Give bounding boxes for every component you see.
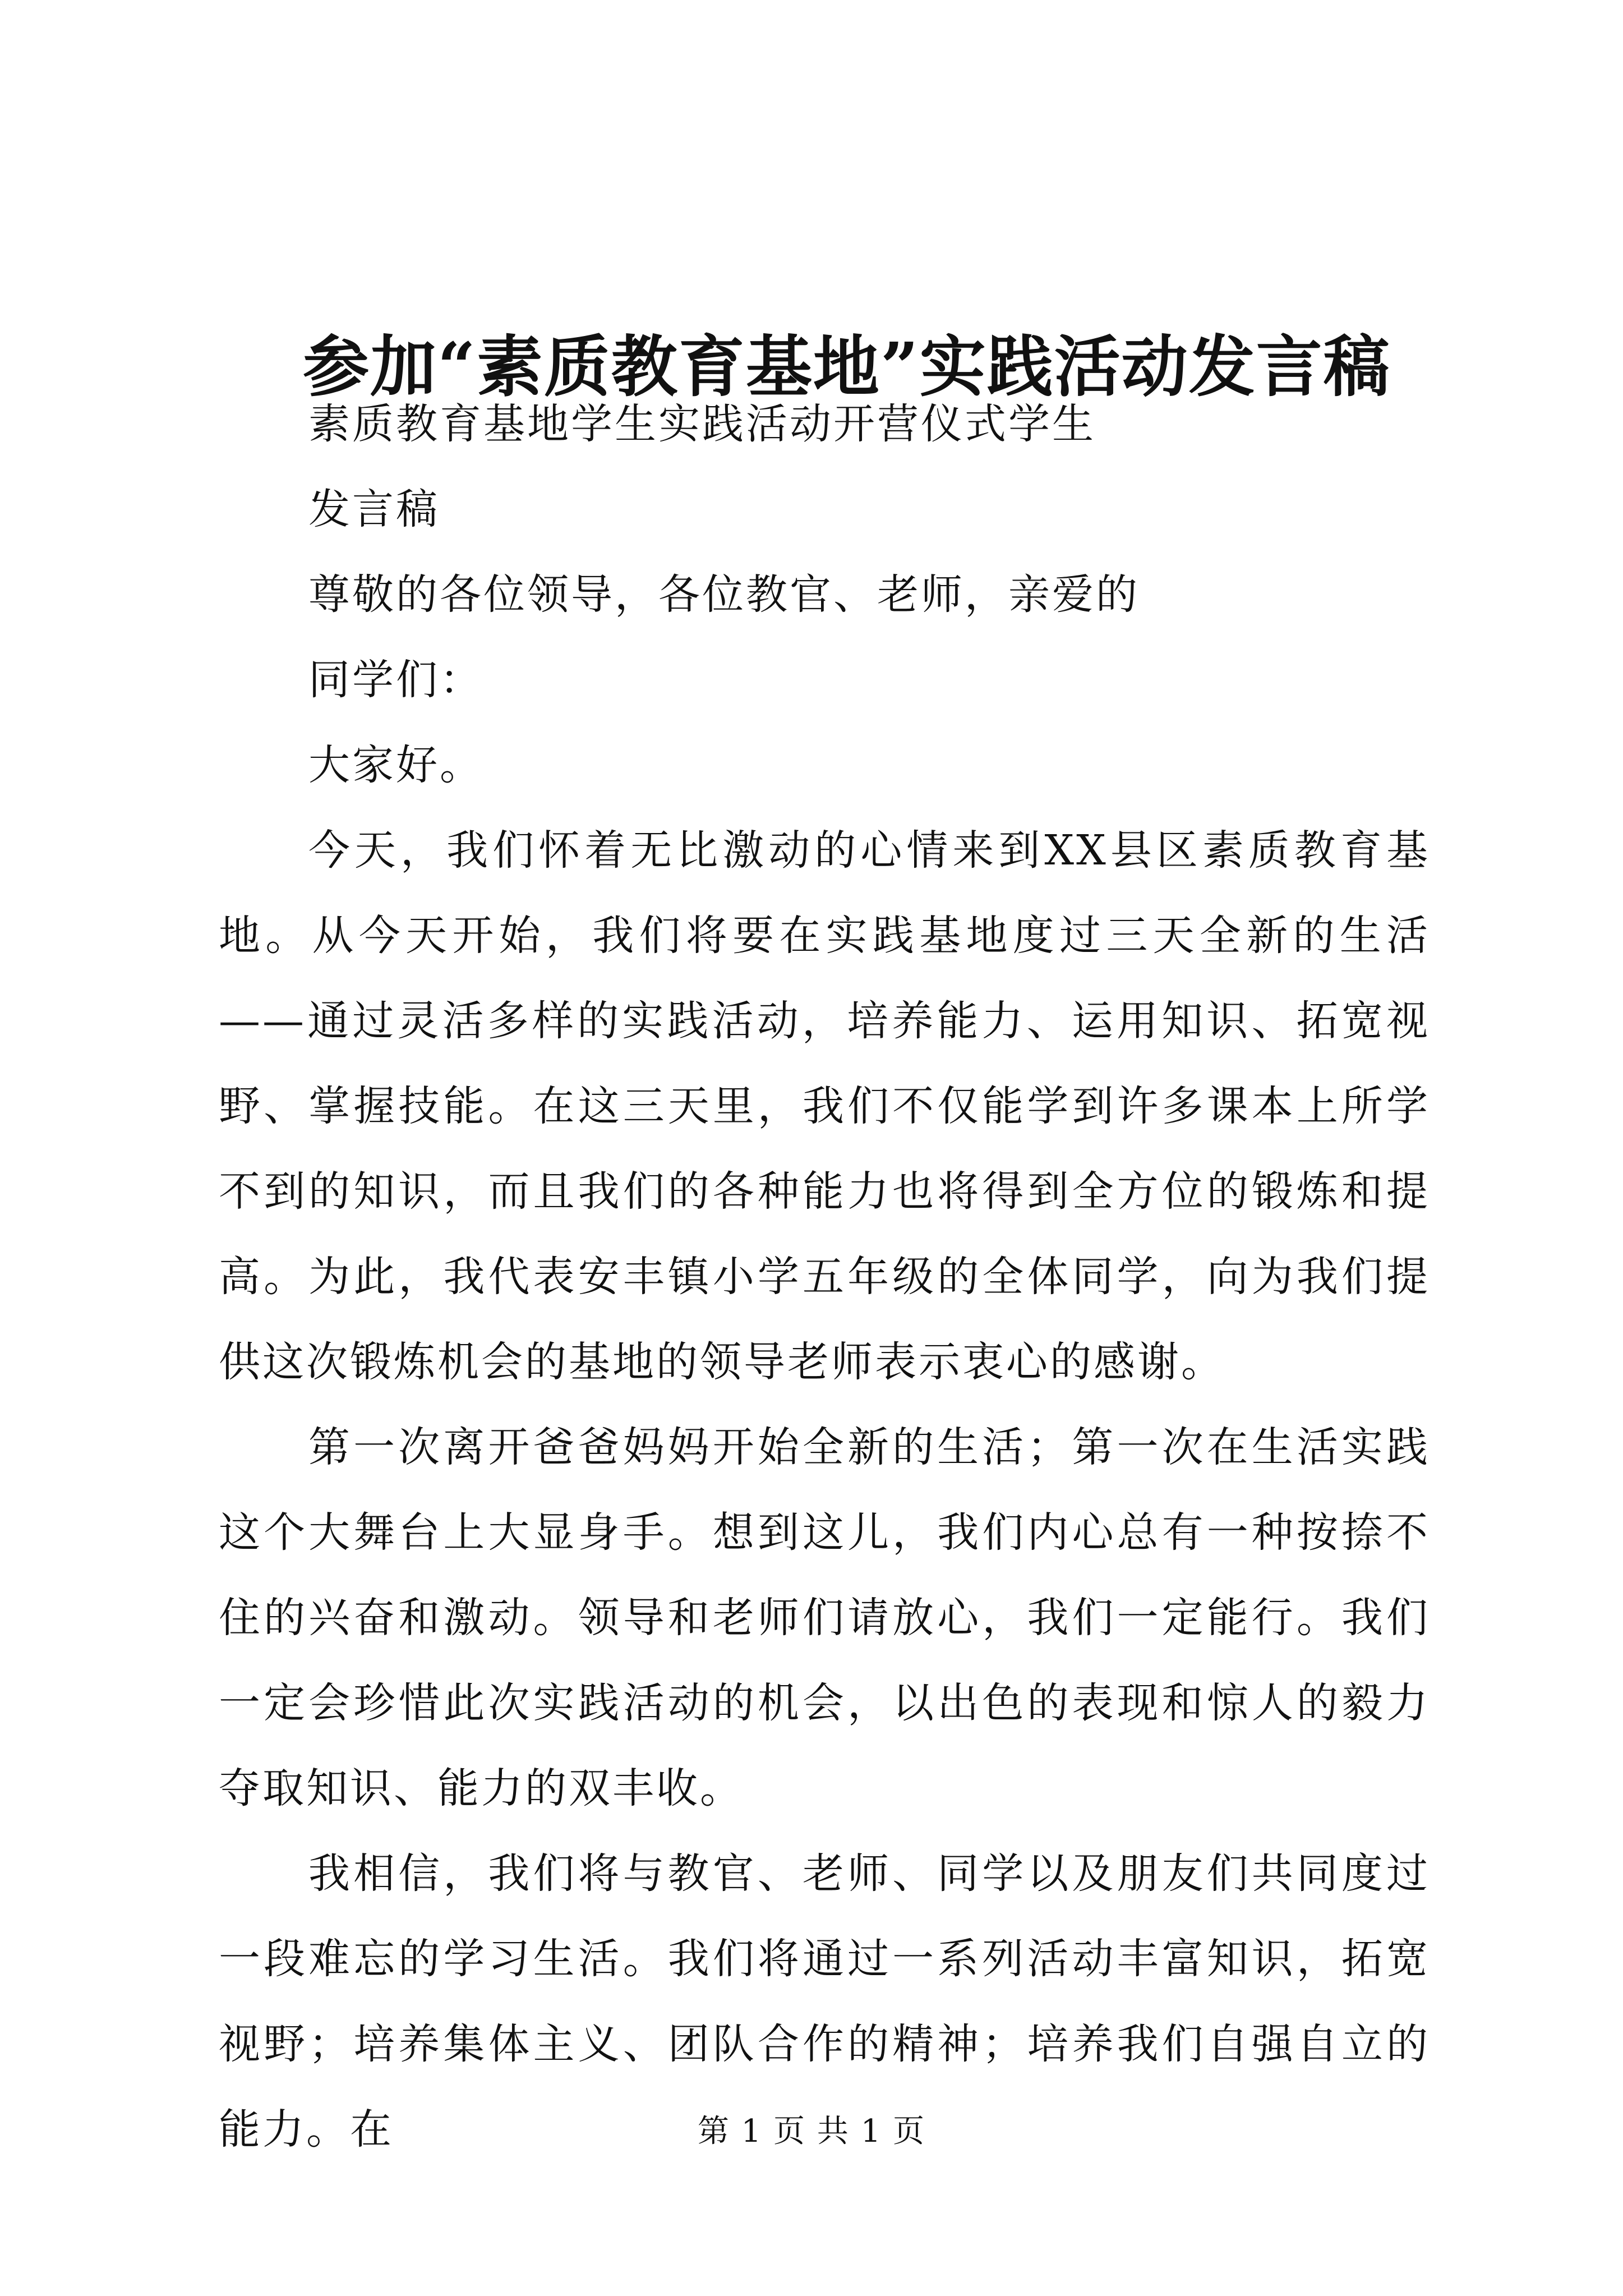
salutation-line-1: 尊敬的各位领导，各位教官、老师，亲爱的 bbox=[308, 570, 1140, 619]
page-footer: 第 1 页 共 1 页 bbox=[697, 2113, 926, 2150]
document-body bbox=[219, 381, 1430, 2172]
subtitle-line-2: 发言稿 bbox=[308, 485, 440, 533]
paragraph-3: 我相信，我们将与教官、老师、同学以及朋友们共同度过一段难忘的学习生活。我们将通过一系列活动丰富知识，拓宽视野；培养集体主义、团队合作的精神；培养我们自强自立的能力。在 bbox=[219, 1849, 1430, 2154]
document-title: 参加“素质教育基地”实践活动发言稿 bbox=[303, 328, 1391, 406]
subtitle-line-1: 素质教育基地学生实践活动开营仪式学生 bbox=[308, 400, 1096, 448]
paragraph-2: 第一次离开爸爸妈妈开始全新的生活；第一次在生活实践这个大舞台上大显身手。想到这儿，我们内心总有一种按捺不住的兴奋和激动。领导和老师们请放心，我们一定能行。我们一定会珍惜此次实践活动的机会，以出色的表现和惊人的毅力夺取知识、能力的双丰收。 bbox=[219, 1423, 1430, 1812]
greeting: 大家好。 bbox=[308, 741, 483, 789]
paragraph-1: 今天，我们怀着无比激动的心情来到XX县区素质教育基地。从今天开始，我们将要在实践基地度过三天全新的生活——通过灵活多样的实践活动，培养能力、运用知识、拓宽视野、掌握技能。在这三天里，我们不仅能学到许多课本上所学不到的知识，而且我们的各种能力也将得到全方位的锻炼和提高。为此，我代表安丰镇小学五年级的全体同学，向为我们提供这次锻炼机会的基地的领导老师表示衷心的感谢。 bbox=[219, 826, 1430, 1386]
salutation-line-2: 同学们： bbox=[308, 656, 483, 704]
